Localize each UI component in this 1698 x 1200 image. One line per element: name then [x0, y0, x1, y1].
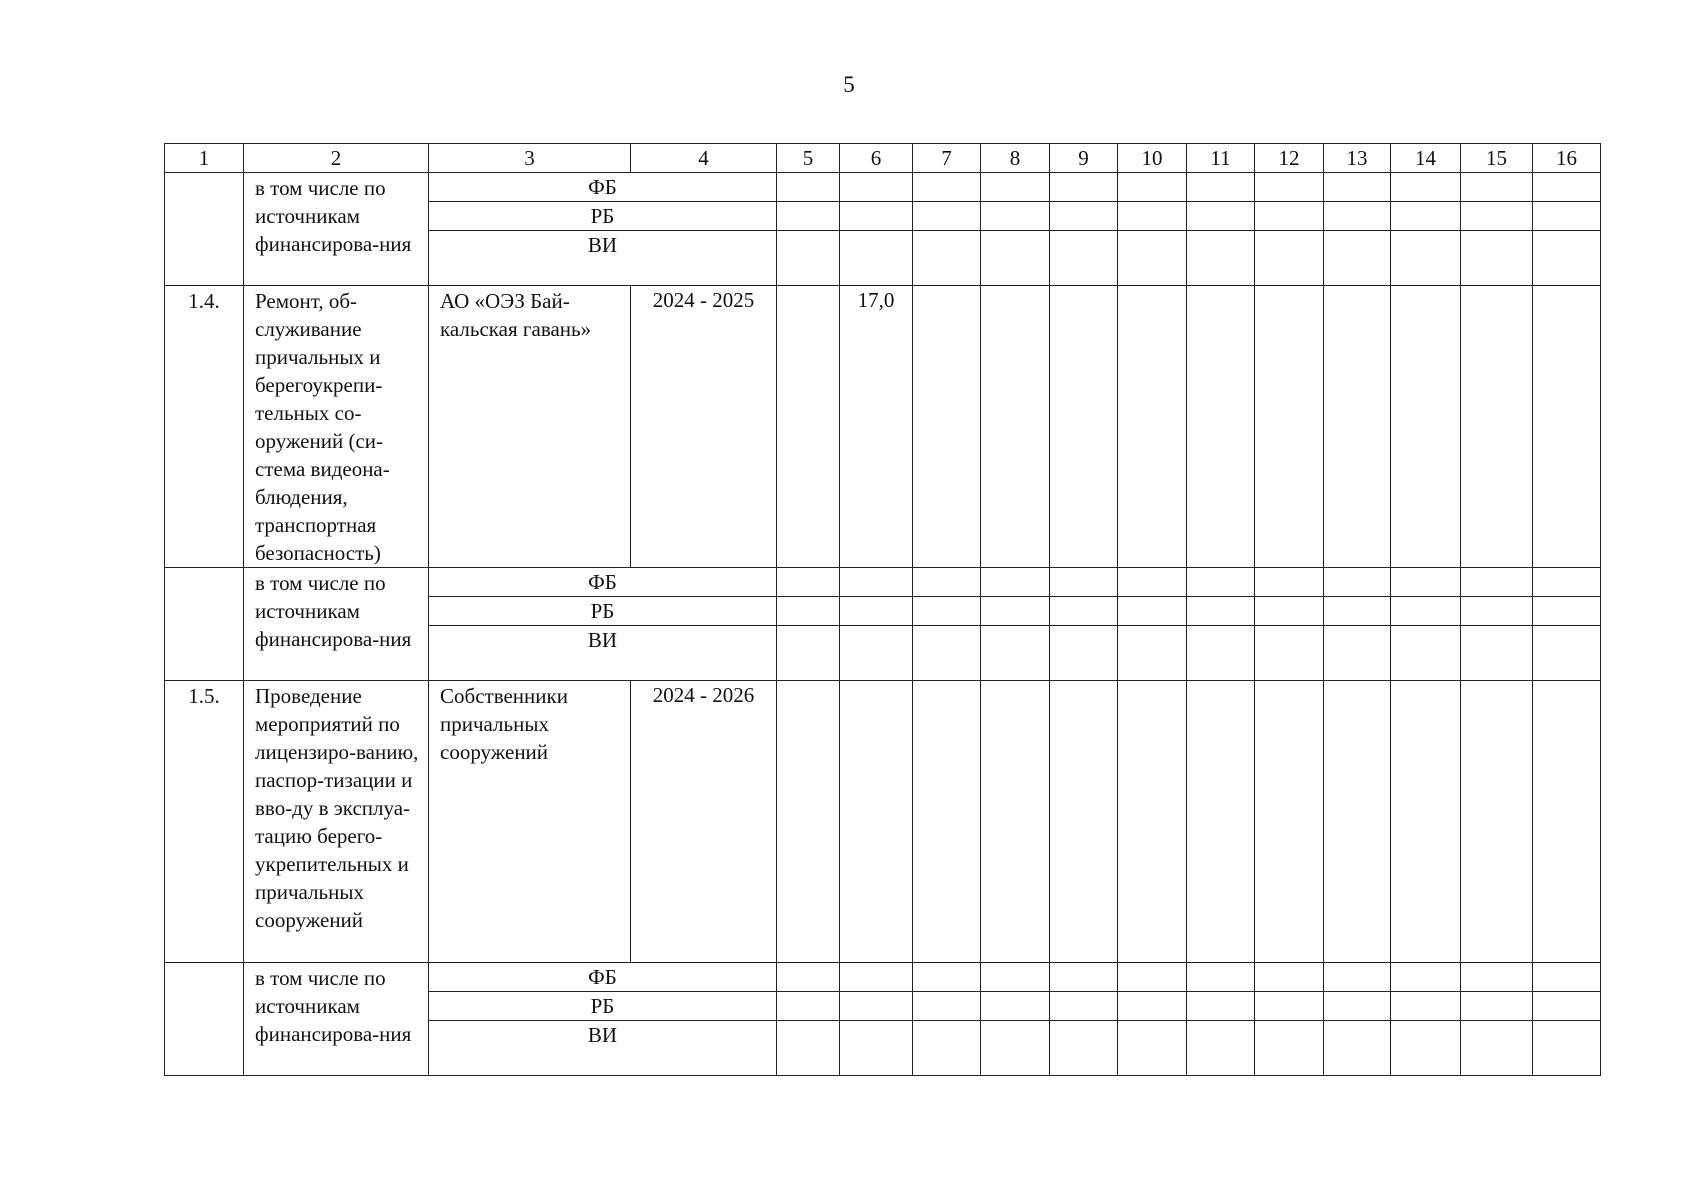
- page-number: 5: [843, 72, 855, 97]
- source-vi: ВИ: [429, 231, 777, 286]
- header-cell: 14: [1391, 144, 1461, 173]
- header-cell: 3: [429, 144, 631, 173]
- item-value-col6: 17,0: [840, 286, 913, 568]
- header-cell: 8: [981, 144, 1050, 173]
- header-cell: 16: [1533, 144, 1601, 173]
- item-period: 2024 - 2026: [631, 681, 777, 963]
- financing-row-fb: [165, 173, 1601, 202]
- item-period: 2024 - 2025: [631, 286, 777, 568]
- source-vi: ВИ: [429, 626, 777, 681]
- header-row: [165, 144, 1601, 173]
- source-rb: РБ: [429, 992, 777, 1021]
- item-name: Проведение мероприятий по лицензиро-ванию, паспор-тизации и вво-ду в эксплуа-тацию берего-укрепительных и причальных сооружений: [244, 681, 429, 963]
- empty-number-cell: [165, 568, 244, 681]
- empty-number-cell: [165, 963, 244, 1076]
- item-row-1-4: [165, 286, 1601, 568]
- header-cell: 4: [631, 144, 777, 173]
- financing-row-fb: [165, 568, 1601, 597]
- financing-row-fb: [165, 963, 1601, 992]
- header-cell: 2: [244, 144, 429, 173]
- source-rb: РБ: [429, 597, 777, 626]
- header-cell: 6: [840, 144, 913, 173]
- item-row-1-5: [165, 681, 1601, 963]
- item-executor: АО «ОЭЗ Бай-кальская гавань»: [429, 286, 631, 568]
- item-number: 1.5.: [165, 681, 244, 963]
- source-fb: ФБ: [429, 963, 777, 992]
- financing-table: [164, 143, 1601, 1076]
- header-cell: 15: [1461, 144, 1533, 173]
- financing-label: в том числе по источникам финансирова-ния: [244, 963, 429, 1076]
- empty-number-cell: [165, 173, 244, 286]
- header-cell: 9: [1050, 144, 1118, 173]
- header-cell: 12: [1255, 144, 1324, 173]
- header-cell: 1: [165, 144, 244, 173]
- source-rb: РБ: [429, 202, 777, 231]
- item-number: 1.4.: [165, 286, 244, 568]
- header-cell: 7: [913, 144, 981, 173]
- header-cell: 11: [1187, 144, 1255, 173]
- source-fb: ФБ: [429, 173, 777, 202]
- header-cell: 5: [777, 144, 840, 173]
- financing-label: в том числе по источникам финансирова-ния: [244, 173, 429, 286]
- header-cell: 13: [1324, 144, 1391, 173]
- item-executor: Собственники причальных сооружений: [429, 681, 631, 963]
- source-vi: ВИ: [429, 1021, 777, 1076]
- financing-label: в том числе по источникам финансирова-ния: [244, 568, 429, 681]
- source-fb: ФБ: [429, 568, 777, 597]
- header-cell: 10: [1118, 144, 1187, 173]
- item-name: Ремонт, об-служивание причальных и берегоукрепи-тельных со-оружений (си-стема видеона-блюдения, транспортная безопасность): [244, 286, 429, 568]
